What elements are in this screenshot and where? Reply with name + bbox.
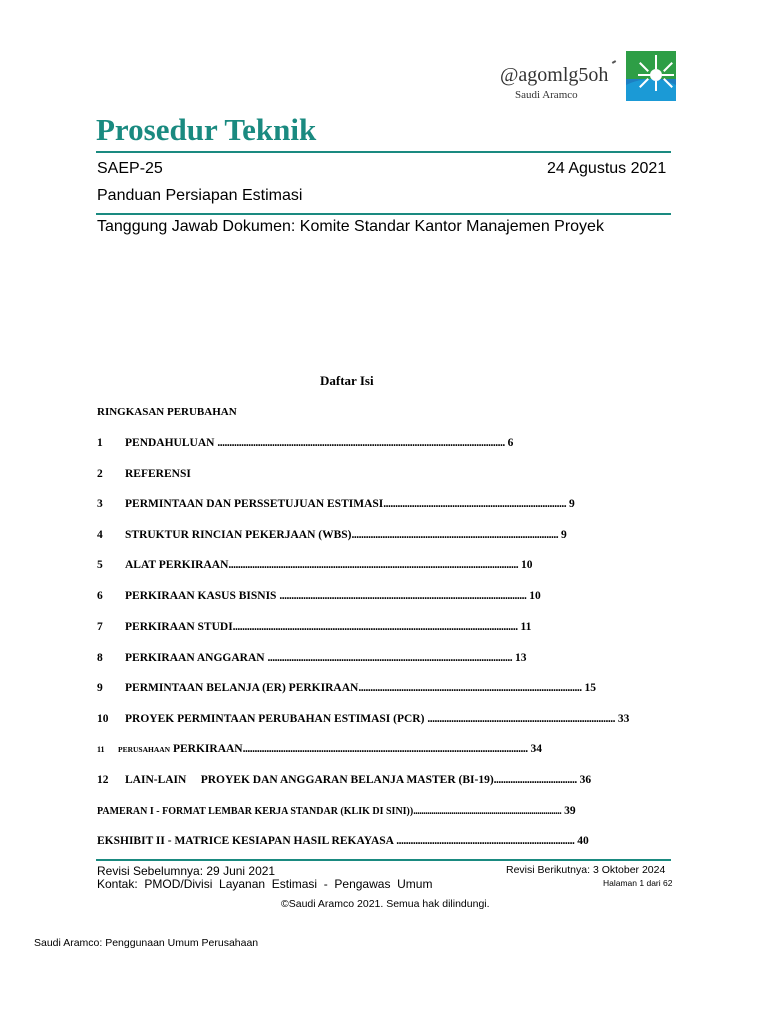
toc-entry-page: 34 bbox=[527, 743, 542, 755]
toc-entry-10[interactable] bbox=[97, 713, 629, 725]
toc-entry-page: 9 bbox=[558, 529, 567, 541]
toc-entry-label: STRUKTUR RINCIAN PEKERJAAN (WBS) bbox=[125, 529, 352, 541]
footer-rule bbox=[96, 859, 671, 861]
toc-entry-3[interactable] bbox=[97, 498, 575, 510]
toc-entry-label: PERKIRAAN bbox=[170, 743, 243, 755]
toc-entry-number: 8 bbox=[97, 652, 103, 664]
classification-label: Saudi Aramco: Penggunaan Umum Perusahaan bbox=[34, 937, 259, 949]
toc-entry-dots: ....................................................................................... bbox=[351, 529, 559, 541]
toc-entry-page: 6 bbox=[504, 437, 514, 449]
toc-entry-page: 39 bbox=[561, 805, 576, 817]
toc-entry-label: PERKIRAAN ANGGARAN bbox=[125, 652, 268, 664]
toc-entry-label: ALAT PERKIRAAN bbox=[125, 559, 229, 571]
toc-exhibit-1[interactable] bbox=[97, 805, 576, 817]
toc-entry-number: 7 bbox=[97, 621, 103, 633]
toc-summary[interactable]: RINGKASAN PERUBAHAN bbox=[97, 406, 237, 418]
toc-entry-dots: ............................................................................. bbox=[383, 498, 567, 510]
toc-entry-number: 5 bbox=[97, 559, 103, 571]
toc-entry-2[interactable] bbox=[97, 468, 191, 480]
toc-entry-page: 36 bbox=[576, 774, 592, 786]
toc-entry-dots: ....................................................................................................... bbox=[267, 652, 513, 664]
toc-entry-dots: .......................................................................................................................... bbox=[228, 559, 519, 571]
logo-caption: Saudi Aramco bbox=[515, 89, 578, 101]
header-rule-bottom bbox=[96, 213, 671, 215]
watermark-text: @agomlg5oh bbox=[500, 64, 609, 86]
toc-entry-6[interactable] bbox=[97, 590, 541, 602]
toc-entry-dots: ......................................................................................................................... bbox=[217, 437, 505, 449]
toc-entry-page: 9 bbox=[566, 498, 575, 510]
toc-entry-page: 11 bbox=[517, 621, 532, 633]
next-revision: Revisi Berikutnya: 3 Oktober 2024 bbox=[506, 864, 666, 876]
toc-entry-label: PROYEK PERMINTAAN PERUBAHAN ESTIMASI (PCR) bbox=[125, 713, 428, 725]
toc-exhibit-2[interactable] bbox=[97, 835, 589, 847]
toc-entry-12[interactable] bbox=[97, 774, 591, 786]
contact-info: Kontak: PMOD/Divisi Layanan Estimasi - Pengawas Umum bbox=[97, 877, 433, 891]
document-responsibility: Tanggung Jawab Dokumen: Komite Standar Kantor Manajemen Proyek bbox=[97, 218, 604, 235]
toc-entry-page: 15 bbox=[581, 682, 596, 694]
toc-entry-number: 11 bbox=[97, 745, 105, 754]
toc-entry-label: PERMINTAAN BELANJA (ER) PERKIRAAN bbox=[125, 682, 359, 694]
toc-entry-1[interactable] bbox=[97, 437, 513, 449]
toc-entry-dots: ........................................................................................................ bbox=[279, 590, 527, 602]
toc-entry-small-label: PERUSAHAAN bbox=[118, 745, 171, 754]
header-rule-top bbox=[96, 151, 671, 153]
toc-entry-label: REFERENSI bbox=[125, 468, 191, 480]
toc-entry-9[interactable] bbox=[97, 682, 596, 694]
toc-entry-label: PERKIRAAN KASUS BISNIS bbox=[125, 590, 280, 602]
toc-entry-4[interactable] bbox=[97, 529, 567, 541]
toc-entry-8[interactable] bbox=[97, 652, 526, 664]
toc-entry-dots: ........................................................................................................................ bbox=[242, 743, 528, 755]
toc-entry-number: 2 bbox=[97, 468, 103, 480]
toc-entry-label: PERMINTAAN DAN PERSSETUJUAN ESTIMASI bbox=[125, 498, 384, 510]
toc-entry-page: 10 bbox=[518, 559, 533, 571]
toc-entry-page: 10 bbox=[526, 590, 541, 602]
toc-entry-page: 33 bbox=[614, 713, 630, 725]
toc-entry-dots: ........................................................................... bbox=[396, 835, 575, 847]
toc-entry-number: 9 bbox=[97, 682, 103, 694]
toc-entry-11[interactable] bbox=[97, 743, 542, 755]
toc-entry-dots: ................................... bbox=[493, 774, 577, 786]
toc-entry-dots: ............................................................................... bbox=[427, 713, 615, 725]
document-number: SAEP-25 bbox=[97, 160, 163, 177]
toc-entry-number: 1 bbox=[97, 437, 103, 449]
toc-entry-number: 3 bbox=[97, 498, 103, 510]
document-type-title: Prosedur Teknik bbox=[96, 112, 317, 147]
toc-entry-7[interactable] bbox=[97, 621, 531, 633]
toc-title: Daftar Isi bbox=[320, 373, 374, 388]
toc-entry-label: PAMERAN I - FORMAT LEMBAR KERJA STANDAR (KLIK DI SINI)) bbox=[97, 806, 414, 817]
copyright-notice: ©Saudi Aramco 2021. Semua hak dilindungi. bbox=[281, 898, 490, 910]
saudi-aramco-logo bbox=[626, 51, 676, 101]
toc-entry-page: 13 bbox=[512, 652, 527, 664]
toc-entry-dots: ........................................................................................................................ bbox=[232, 621, 518, 633]
toc-entry-dots: .............................................................................................. bbox=[358, 682, 582, 694]
small-mark-icon bbox=[612, 60, 616, 64]
toc-entry-number: 4 bbox=[97, 529, 103, 541]
toc-entry-number: 6 bbox=[97, 590, 103, 602]
page-info: Halaman 1 dari 62 bbox=[603, 878, 673, 888]
toc-entry-label: PENDAHULUAN bbox=[125, 437, 218, 449]
toc-entry-label: PERKIRAAN STUDI bbox=[125, 621, 233, 633]
toc-entry-number: 10 bbox=[97, 713, 109, 725]
toc-entry-dots: .......................................................................... bbox=[413, 806, 562, 817]
previous-revision: Revisi Sebelumnya: 29 Juni 2021 bbox=[97, 864, 276, 878]
toc-entry-label: EKSHIBIT II - MATRICE KESIAPAN HASIL REKAYASA bbox=[97, 835, 397, 847]
document-title: Panduan Persiapan Estimasi bbox=[97, 187, 303, 204]
toc-entry-page: 40 bbox=[574, 835, 589, 847]
document-date: 24 Agustus 2021 bbox=[547, 160, 667, 177]
toc-entry-5[interactable] bbox=[97, 559, 533, 571]
toc-entry-label: LAIN-LAIN PROYEK DAN ANGGARAN BELANJA MASTER (BI-19) bbox=[125, 774, 494, 786]
toc-entry-number: 12 bbox=[97, 774, 109, 786]
